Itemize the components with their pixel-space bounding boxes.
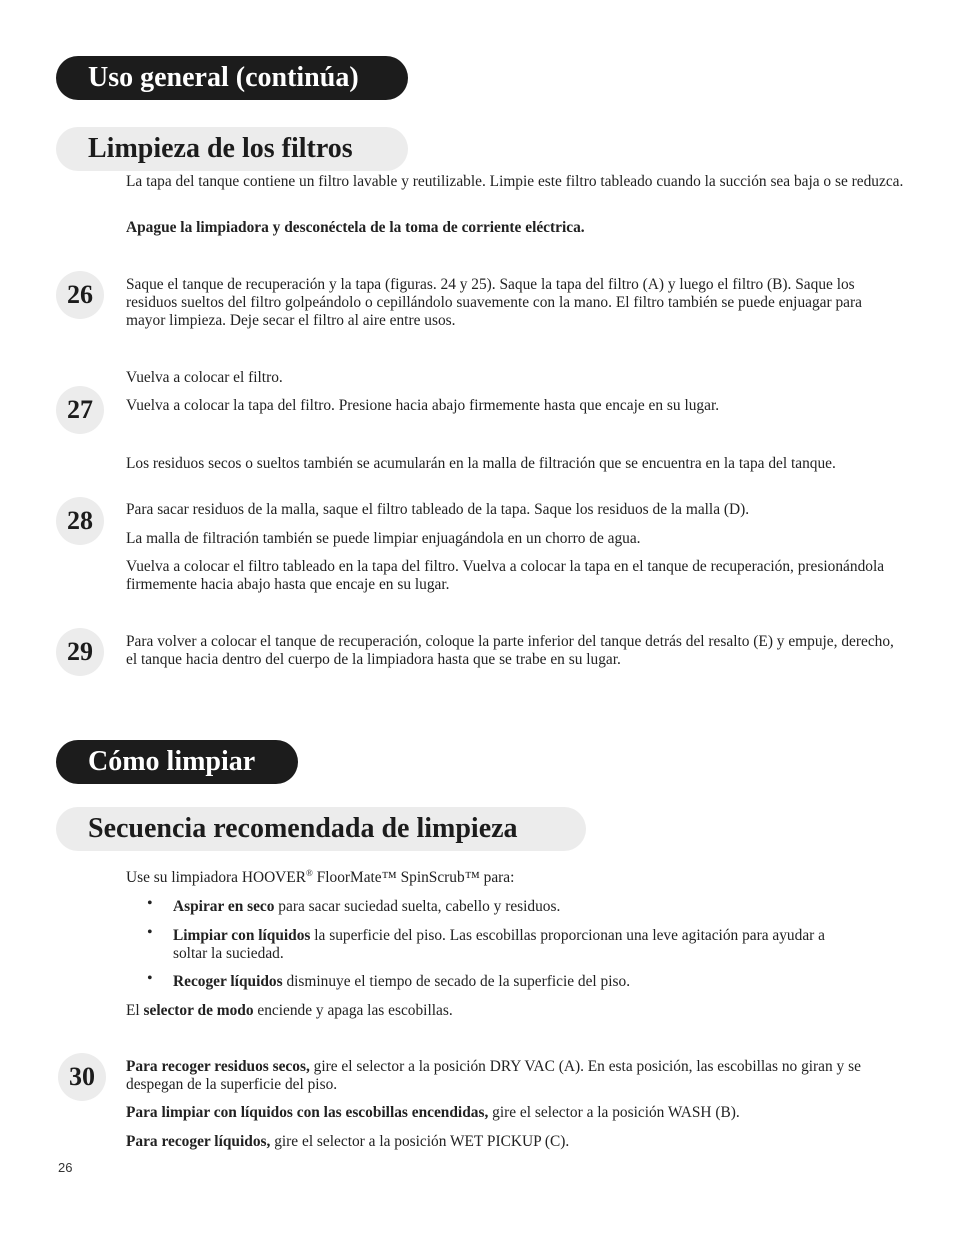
bullet-icon: • <box>147 895 153 912</box>
registered-mark: ® <box>305 867 313 878</box>
step-30-text-3: Para recoger líquidos, gire el selector a la posición WET PICKUP (C). <box>126 1133 570 1150</box>
step-28-text-4: Vuelva a colocar el filtro tableado en la tapa del filtro. Vuelva a colocar la tapa en el tanque de recuperación, presionándola firmemente hacia abajo hasta que encaje en su lugar. <box>126 558 885 593</box>
step-number-30: 30 <box>58 1053 106 1101</box>
step-30-text-2: Para limpiar con líquidos con las escobillas encendidas, gire el selector a la posición WASH (B). <box>126 1104 740 1121</box>
step-27-text-1: Vuelva a colocar el filtro. <box>126 369 283 386</box>
list-item: Limpiar con líquidos la superficie del piso. Las escobillas proporcionan una leve agitación para ayudar a soltar la suciedad. <box>173 927 825 962</box>
subsection-heading-text: Secuencia recomendada de limpieza <box>88 813 518 844</box>
section-heading-uso-general <box>56 56 408 100</box>
mode-selector-note: El selector de modo enciende y apaga las escobillas. <box>126 1002 453 1019</box>
list-item: Recoger líquidos disminuye el tiempo de secado de la superficie del piso. <box>173 973 631 990</box>
step-number-29: 29 <box>56 628 104 676</box>
subsection-heading-limpieza-filtros <box>56 127 408 171</box>
step-number-27: 27 <box>56 386 104 434</box>
bullet-icon: • <box>147 924 153 941</box>
section-heading-como-limpiar <box>56 740 298 784</box>
step-number-28: 28 <box>56 497 104 545</box>
intro-paragraph: La tapa del tanque contiene un filtro lavable y reutilizable. Limpie este filtro tableado cuando la succión sea baja o se reduzca. <box>126 173 904 190</box>
step-number-26: 26 <box>56 271 104 319</box>
step-28-text-1: Los residuos secos o sueltos también se acumularán en la malla de filtración que se encuentra en la tapa del tanque. <box>126 455 836 472</box>
subsection-heading-text: Limpieza de los filtros <box>88 133 353 164</box>
list-item: Aspirar en seco para sacar suciedad suelta, cabello y residuos. <box>173 898 561 915</box>
step-28-text-2: Para sacar residuos de la malla, saque el filtro tableado de la tapa. Saque los residuos de la malla (D). <box>126 501 750 518</box>
bullet-icon: • <box>147 970 153 987</box>
intro-warning: Apague la limpiadora y desconéctela de la toma de corriente eléctrica. <box>126 219 585 236</box>
page-number: 26 <box>58 1160 73 1175</box>
subsection-heading-secuencia <box>56 807 586 851</box>
step-29-text: Para volver a colocar el tanque de recuperación, coloque la parte inferior del tanque detrás del resalto (E) y empuje, derecho, el tanque hacia dentro del cuerpo de la limpiadora hasta que se trabe en su lugar. <box>126 633 894 668</box>
sequence-lead: Use su limpiadora HOOVER® FloorMate™ SpinScrub™ para: <box>126 867 515 886</box>
step-27-text-2: Vuelva a colocar la tapa del filtro. Presione hacia abajo firmemente hasta que encaje en su lugar. <box>126 397 720 414</box>
step-26-text: Saque el tanque de recuperación y la tapa (figuras. 24 y 25). Saque la tapa del filtro (A) y luego el filtro (B). Saque los residuos sueltos del filtro golpeándolo o cepillándolo suavemente con la mano. El filtro también se puede enjuagar para mayor limpieza. Deje secar el filtro al aire entre usos. <box>126 276 862 329</box>
section-heading-text: Cómo limpiar <box>88 746 256 777</box>
step-30-text-1: Para recoger residuos secos, gire el selector a la posición DRY VAC (A). En esta posición, las escobillas no giran y se despegan de la superficie del piso. <box>126 1058 861 1093</box>
step-28-text-3: La malla de filtración también se puede limpiar enjuagándola en un chorro de agua. <box>126 530 641 547</box>
section-heading-text: Uso general (continúa) <box>88 62 359 93</box>
